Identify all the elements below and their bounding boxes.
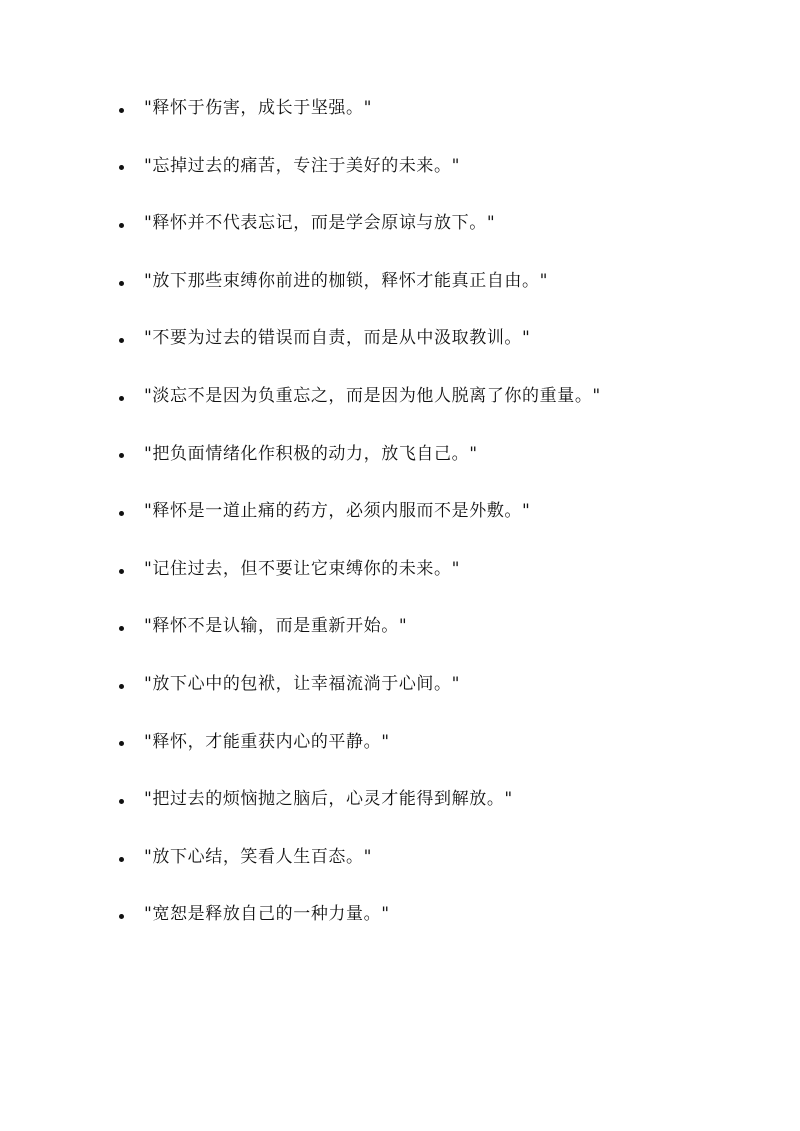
quote-text: "忘掉过去的痛苦，专注于美好的未来。" <box>144 155 461 176</box>
bullet-icon <box>119 914 124 919</box>
quote-text: "释怀是一道止痛的药方，必须内服而不是外敷。" <box>144 501 531 522</box>
quote-list <box>0 80 800 944</box>
bullet-icon <box>119 223 124 228</box>
quote-text: "放下心中的包袱，让幸福流淌于心间。" <box>144 673 461 694</box>
bullet-icon <box>119 857 124 862</box>
quote-text: "放下那些束缚你前进的枷锁，释怀才能真正自由。" <box>144 270 549 291</box>
bullet-icon <box>119 626 124 631</box>
quote-text: "放下心结，笑看人生百态。" <box>144 846 373 867</box>
bullet-icon <box>119 799 124 804</box>
bullet-icon <box>119 165 124 170</box>
list-item <box>0 598 800 656</box>
list-item <box>0 138 800 196</box>
list-item <box>0 80 800 138</box>
quote-text: "把过去的烦恼抛之脑后，心灵才能得到解放。" <box>144 789 513 810</box>
list-item <box>0 368 800 426</box>
list-item <box>0 656 800 714</box>
bullet-icon <box>119 569 124 574</box>
bullet-icon <box>119 741 124 746</box>
bullet-icon <box>119 338 124 343</box>
quote-text: "不要为过去的错误而自责，而是从中汲取教训。" <box>144 328 531 349</box>
list-item <box>0 541 800 599</box>
bullet-icon <box>119 108 124 113</box>
list-item <box>0 886 800 944</box>
bullet-icon <box>119 396 124 401</box>
quote-text: "宽恕是释放自己的一种力量。" <box>144 904 390 925</box>
quote-text: "释怀，才能重获内心的平静。" <box>144 731 390 752</box>
bullet-icon <box>119 511 124 516</box>
quote-text: "记住过去，但不要让它束缚你的未来。" <box>144 558 461 579</box>
list-item <box>0 426 800 484</box>
quote-text: "把负面情绪化作积极的动力，放飞自己。" <box>144 443 478 464</box>
list-item <box>0 771 800 829</box>
bullet-icon <box>119 281 124 286</box>
bullet-icon <box>119 684 124 689</box>
list-item <box>0 253 800 311</box>
quote-text: "释怀并不代表忘记，而是学会原谅与放下。" <box>144 213 496 234</box>
quote-text: "释怀不是认输，而是重新开始。" <box>144 616 408 637</box>
list-item <box>0 829 800 887</box>
list-item <box>0 195 800 253</box>
list-item <box>0 714 800 772</box>
list-item <box>0 483 800 541</box>
quote-text: "淡忘不是因为负重忘之，而是因为他人脱离了你的重量。" <box>144 385 601 406</box>
quote-text: "释怀于伤害，成长于坚强。" <box>144 98 373 118</box>
bullet-icon <box>119 453 124 458</box>
list-item <box>0 310 800 368</box>
